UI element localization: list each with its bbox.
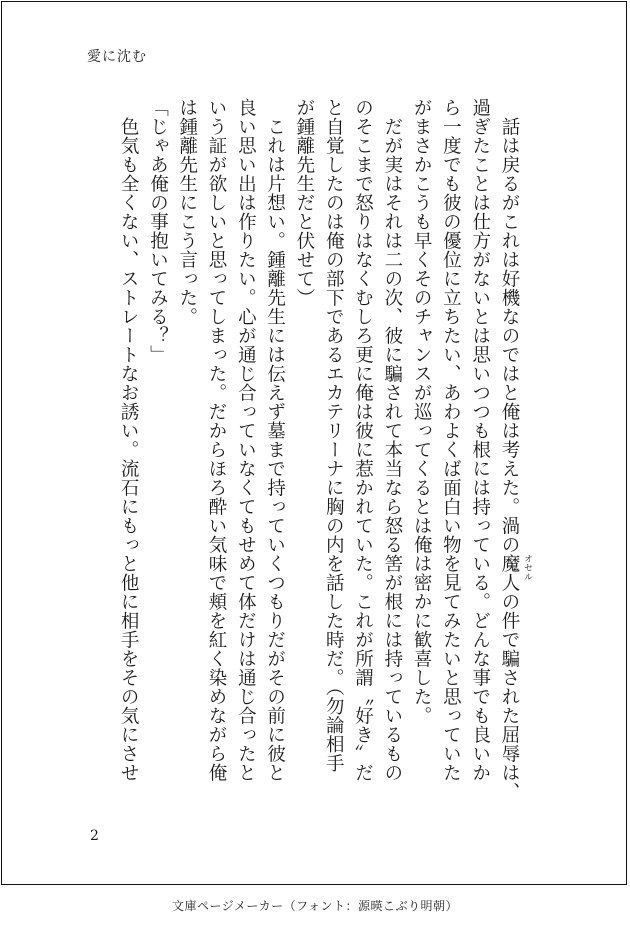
text-line: いう証が欲しいと思ってしまった。だからほろ酔い気味で頬を紅く染めながら俺 xyxy=(206,98,228,782)
text-line: ら一度でも彼の優位に立ちたい、あわよくば面白い物を見てみたいと思っていた xyxy=(440,98,462,782)
text-line: 良い思い出は作りたい。心が通じ合っていなくてもせめて体だけは通じ合ったと xyxy=(235,98,257,782)
text-line-tail: の件で騙された屈辱は、 xyxy=(499,592,520,801)
text-line: だが実はそれは二の次、彼に騙されて本当なら怒る筈が根には持っているもの xyxy=(381,98,403,782)
text-line: と自覚したのは俺の部下であるエカテリーナに胸の内を話した時だ。（勿論相手 xyxy=(323,98,345,773)
text-line: が鍾離先生だと伏せて） xyxy=(293,98,315,307)
footer-credit: 文庫ページメーカー（フォント：源暎こぶり明朝） xyxy=(171,899,459,913)
book-page xyxy=(1,1,627,885)
text-line xyxy=(495,98,532,801)
ruby-reading: オセル xyxy=(522,554,532,581)
text-line: 「じゃあ俺の事抱いてみる？」 xyxy=(147,98,169,364)
vertical-body-text xyxy=(84,98,532,801)
ruby-word xyxy=(499,554,532,592)
text-line: 過ぎたことは仕方がないとは思いつつも根には持っている。どんな事でも良いか xyxy=(469,98,491,782)
page-number: 2 xyxy=(90,828,99,844)
text-line: のそこまで怒りはなくむしろ更に俺は彼に惹かれていた。これが所謂〝好き〟だ xyxy=(352,98,374,782)
text-line: これは片想い。鍾離先生には伝えず墓まで持っていくつもりだがその前に彼と xyxy=(264,98,286,782)
running-header-title: 愛に沈む xyxy=(87,49,147,65)
text-line: は鍾離先生にこう言った。 xyxy=(176,98,198,326)
text-line: 色気も全くない、ストレートなお誘い。流石にもっと他に相手をその気にさせ xyxy=(118,98,140,782)
text-line: がまさかこうも早くそのチャンスが巡ってくるとは俺は密かに歓喜した。 xyxy=(411,98,433,725)
text-line-head: 話は戻るがこれは好機なのではと俺は考えた。渦の xyxy=(499,98,520,554)
ruby-base: 魔人 xyxy=(499,554,520,592)
